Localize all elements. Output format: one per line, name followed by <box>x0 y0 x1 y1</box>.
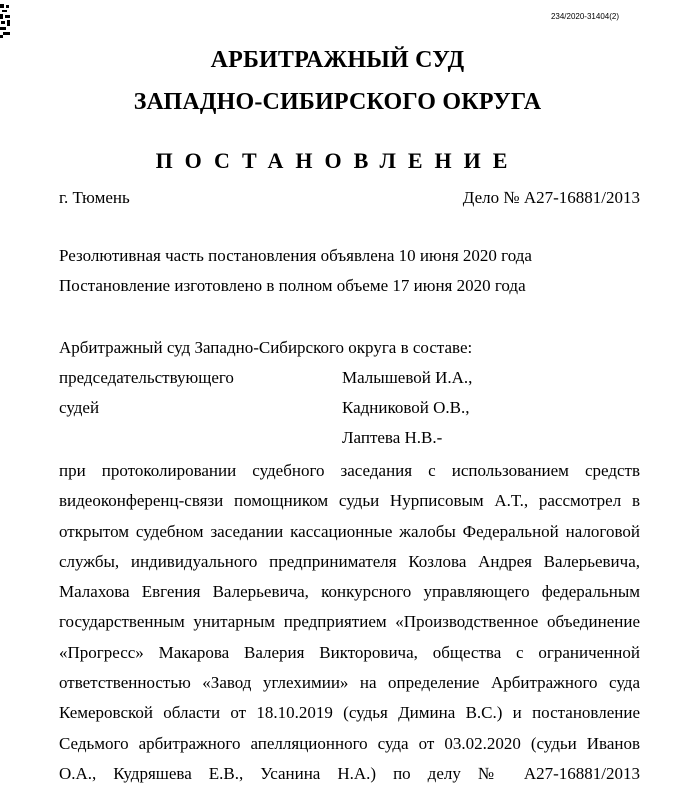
document-title: ПОСТАНОВЛЕНИЕ <box>155 148 520 173</box>
judges-label: судей <box>59 398 100 417</box>
composition-intro: Арбитражный суд Западно-Сибирского округа в составе: <box>59 338 473 357</box>
resolution-announced: Резолютивная часть постановления объявлена 10 июня 2020 года <box>59 246 532 265</box>
judge-1: Кадниковой О.В., <box>342 398 470 417</box>
qr-code <box>0 4 11 38</box>
court-name-line1: АРБИТРАЖНЫЙ СУД <box>210 47 465 73</box>
judge-2: Лаптева Н.В.- <box>342 428 443 447</box>
body-paragraph: при протоколировании судебного заседания с использованием средств видеоконференц-связи помощником судьи Нурписовым А.Т., рассмотрел в открытом судебном заседании кассационные жалобы Федеральной налоговой службы, индивидуального предпринимателя Козлова Андрея Валерьевича, Малахова Евгения Валерьевича, конкурсного управляющего федеральным государственным унитарным предприятием «Производственное объединение «Прогресс» Макарова Валерия Викторовича, общества с ограниченной ответственностью «Завод углехимии» на определение Арбитражного суда Кемеровской области от 18.10.2019 (судья Димина В.С.) и постановление Седьмого арбитражного апелляционного суда от 03.02.2020 (судьи Иванов О.А., Кудряшева Е.В., Усанина Н.А.) по делу № А27-16881/2013 <box>59 461 640 783</box>
document-number: 234/2020-31404(2) <box>550 12 619 21</box>
case-number: Дело № А27-16881/2013 <box>462 188 640 207</box>
court-name-line2: ЗАПАДНО-СИБИРСКОГО ОКРУГА <box>133 89 542 115</box>
full-text-date: Постановление изготовлено в полном объеме 17 июня 2020 года <box>59 276 526 295</box>
presiding-label: председательствующего <box>59 368 234 387</box>
presiding-judge: Малышевой И.А., <box>342 368 473 387</box>
city: г. Тюмень <box>59 188 130 207</box>
